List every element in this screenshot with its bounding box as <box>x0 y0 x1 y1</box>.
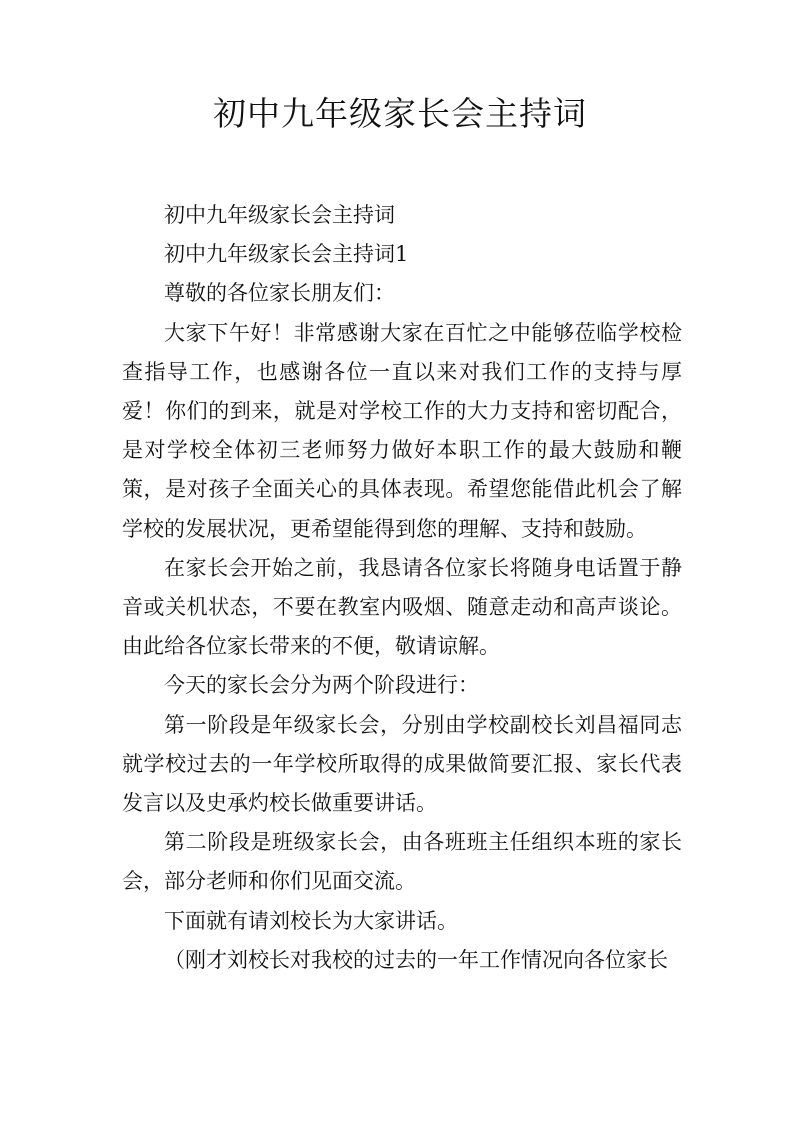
paragraph-salutation: 尊敬的各位家长朋友们： <box>164 281 395 306</box>
document-title: 初中九年级家长会主持词 <box>213 94 587 133</box>
paragraph-invitation: 下面就有请刘校长为大家讲话。 <box>164 908 458 933</box>
paragraph-agenda-intro: 今天的家长会分为两个阶段进行： <box>164 673 479 698</box>
paragraph-greeting: 大家下午好！非常感谢大家在百忙之中能够莅临学校检查指导工作，也感谢各位一直以来对我们工作的支持与厚爱！你们的到来，就是对学校工作的大力支持和密切配合，是对学校全体初三老师努力做好本职工作的最大鼓励和鞭策，是对孩子全面关心的具体表现。希望您能借此机会了解学校的发展状况，更希望能得到您的理解、支持和鼓励。 <box>122 320 682 541</box>
paragraph-stage-two: 第二阶段是班级家长会，由各班班主任组织本班的家长会，部分老师和你们见面交流。 <box>122 830 682 894</box>
paragraph-continuation: （刚才刘校长对我校的过去的一年工作情况向各位家长 <box>164 947 668 972</box>
paragraph-stage-one: 第一阶段是年级家长会，分别由学校副校长刘昌福同志就学校过去的一年学校所取得的成果做简要汇报、家长代表发言以及史承灼校长做重要讲话。 <box>122 712 682 816</box>
paragraph-phone-notice: 在家长会开始之前，我恳请各位家长将随身电话置于静音或关机状态，不要在教室内吸烟、随意走动和高声谈论。由此给各位家长带来的不便，敬请谅解。 <box>122 555 682 659</box>
paragraph-subheading: 初中九年级家长会主持词1 <box>164 242 409 267</box>
document-body <box>122 196 682 980</box>
paragraph-heading: 初中九年级家长会主持词 <box>164 203 395 227</box>
